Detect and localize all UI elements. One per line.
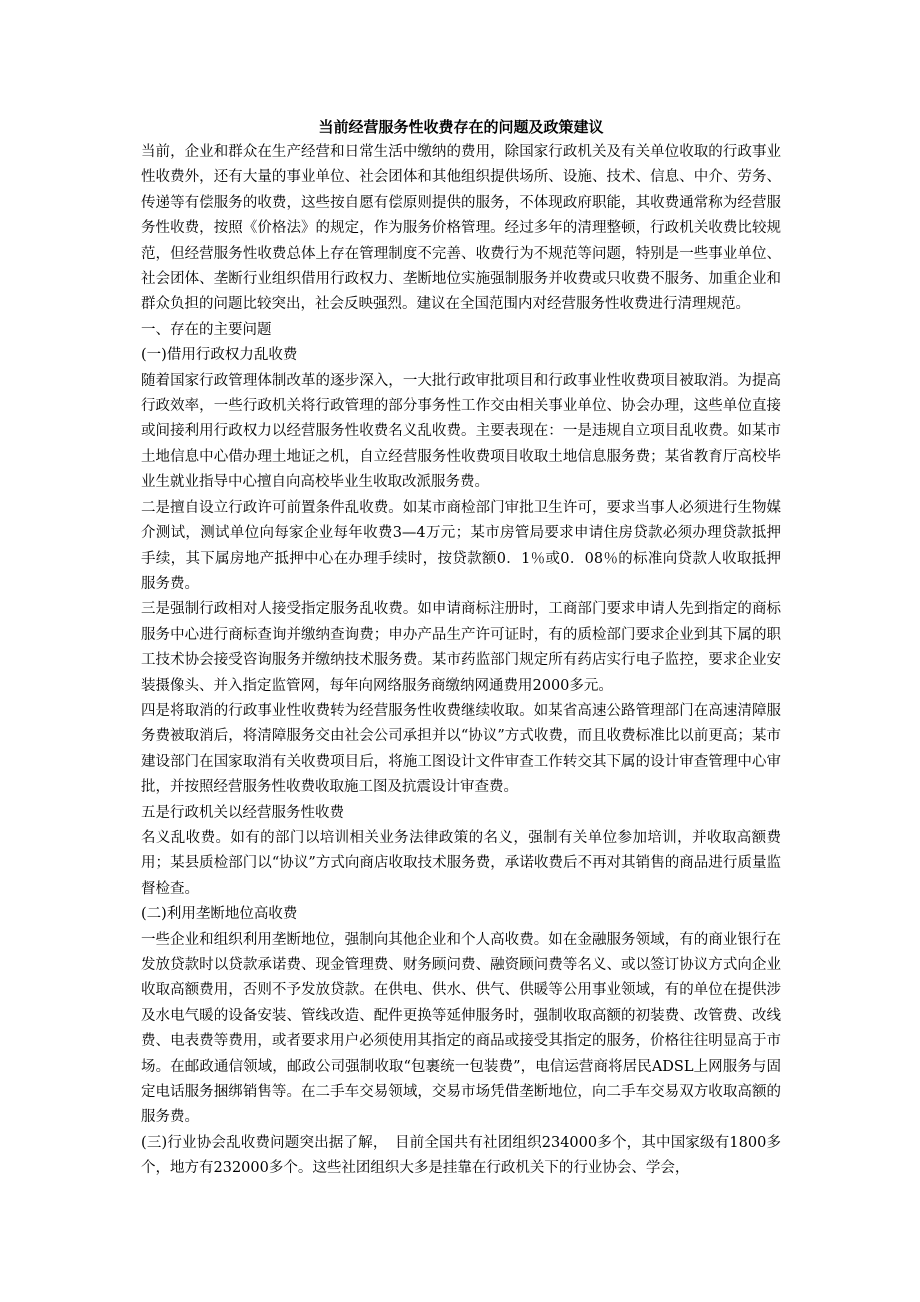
paragraph: 四是将取消的行政事业性收费转为经营服务性收费继续收取。如某省高速公路管理部门在高速清障服务费被取消后，将清障服务交由社会公司承担并以“协议”方式收费，而且收费标准比以前更高；某市建设部门在国家取消有关收费项目后，将施工图设计文件审查工作转交其下属的设计审查管理中心审批，并按照经营服务性收费收取施工图及抗震设计审查费。 [141,702,781,796]
section-heading-main-problems: 一、存在的主要问题 [141,321,272,338]
subsection-heading-2: (二)利用垄断地位高收费 [141,906,298,923]
paragraph: 五是行政机关以经营服务性收费 [141,804,344,821]
paragraph: 名义乱收费。如有的部门以培训相关业务法律政策的名义，强制有关单位参加培训，并收取高额费用；某县质检部门以“协议”方式向商店收取技术服务费，承诺收费后不再对其销售的商品进行质量监督检查。 [141,829,781,897]
paragraph: 二是擅自设立行政许可前置条件乱收费。如某市商检部门审批卫生许可，要求当事人必须进行生物媒介测试，测试单位向每家企业每年收费3—4万元；某市房管局要求申请住房贷款必须办理贷款抵押手续，其下属房地产抵押中心在办理手续时，按贷款额0．1％或0．08％的标准向贷款人收取抵押服务费。 [141,499,781,592]
paragraph: (三)行业协会乱收费问题突出据了解， 目前全国共有社团组织234000多个，其中国家级有1800多个，地方有232000多个。这些社团组织大多是挂靠在行政机关下的行业协会、学会， [141,1134,781,1177]
document-title: 当前经营服务性收费存在的问题及政策建议 [318,118,604,136]
subsection-heading-1: (一)借用行政权力乱收费 [141,347,298,364]
paragraph: 三是强制行政相对人接受指定服务乱收费。如申请商标注册时，工商部门要求申请人先到指定的商标服务中心进行商标查询并缴纳查询费；申办产品生产许可证时，有的质检部门要求企业到其下属的职工技术协会接受咨询服务并缴纳技术服务费。某市药监部门规定所有药店实行电子监控，要求企业安装摄像头、并入指定监管网，每年向网络服务商缴纳网通费用2000多元。 [141,601,781,694]
document-page [141,114,781,1182]
paragraph: 随着国家行政管理体制改革的逐步深入，一大批行政审批项目和行政事业性收费项目被取消。为提高行政效率，一些行政机关将行政管理的部分事务性工作交由相关事业单位、协会办理，这些单位直接或间接利用行政权力以经营服务性收费名义乱收费。主要表现在：一是违规自立项目乱收费。如某市土地信息中心借办理土地证之机，自立经营服务性收费项目收取土地信息服务费；某省教育厅高校毕业生就业指导中心擅自向高校毕业生收取改派服务费。 [141,372,781,491]
paragraph: 一些企业和组织利用垄断地位，强制向其他企业和个人高收费。如在金融服务领域，有的商业银行在发放贷款时以贷款承诺费、现金管理费、财务顾问费、融资顾问费等名义、或以签订协议方式向企业收取高额费用，否则不予发放贷款。在供电、供水、供气、供暖等公用事业领域，有的单位在提供涉及水电气暖的设备安装、管线改造、配件更换等延伸服务时，强制收取高额的初装费、改管费、改线费、电表费等费用，或者要求用户必须使用其指定的商品或接受其指定的服务，价格往往明显高于市场。在邮政通信领域，邮政公司强制收取“包裹统一包装费”，电信运营商将居民ADSL上网服务与固定电话服务捆绑销售等。在二手车交易领域，交易市场凭借垄断地位，向二手车交易双方收取高额的服务费。 [141,931,781,1126]
paragraph-intro: 当前，企业和群众在生产经营和日常生活中缴纳的费用，除国家行政机关及有关单位收取的行政事业性收费外，还有大量的事业单位、社会团体和其他组织提供场所、设施、技术、信息、中介、劳务、传递等有偿服务的收费，这些按自愿有偿原则提供的服务，不体现政府职能，其收费通常称为经营服务性收费，按照《价格法》的规定，作为服务价格管理。经过多年的清理整顿，行政机关收费比较规范，但经营服务性收费总体上存在管理制度不完善、收费行为不规范等问题，特别是一些事业单位、社会团体、垄断行业组织借用行政权力、垄断地位实施强制服务并收费或只收费不服务、加重企业和群众负担的问题比较突出，社会反映强烈。建议在全国范围内对经营服务性收费进行清理规范。 [141,144,781,313]
